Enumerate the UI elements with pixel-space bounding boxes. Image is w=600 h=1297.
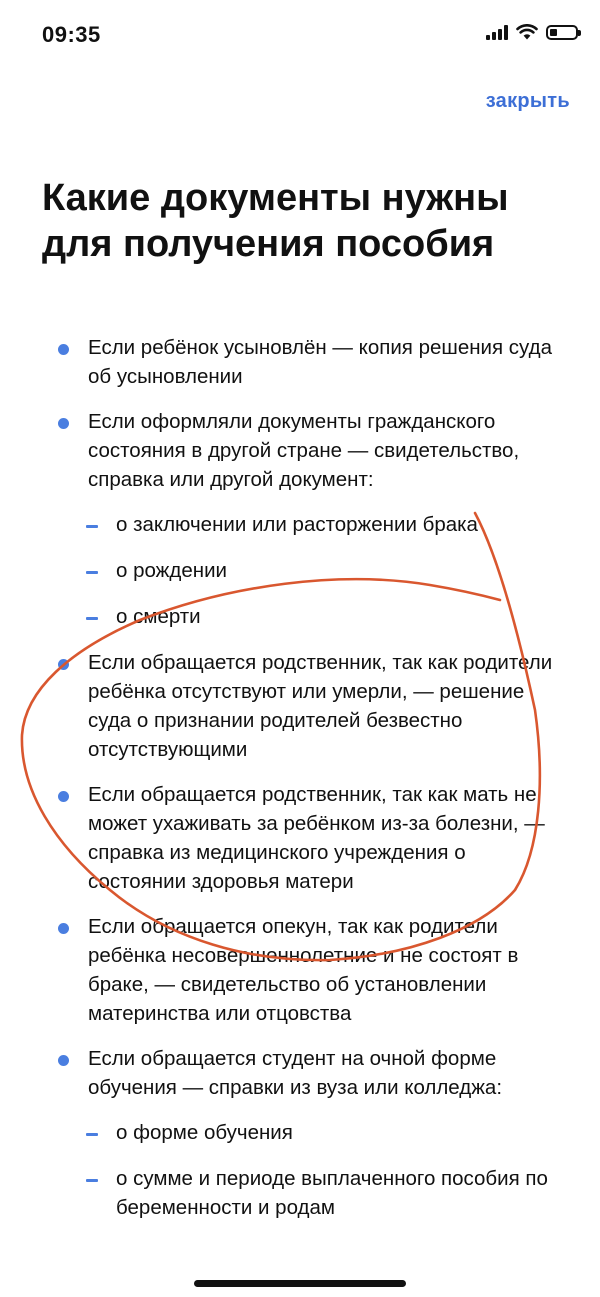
battery-icon: [546, 25, 578, 40]
dash-icon: [86, 1133, 98, 1136]
list-item-text: о рождении: [116, 559, 227, 582]
status-time: 09:35: [42, 22, 101, 47]
list-item-text: о сумме и периоде выплаченного пособия по беременности и родам: [116, 1167, 548, 1219]
list-item: [0, 1044, 600, 1102]
sub-list-item: [0, 556, 600, 585]
dash-icon: [86, 525, 98, 528]
bullet-dot-icon: [58, 659, 69, 670]
page-title: Какие документы нужны для получения пособия: [42, 177, 509, 265]
dash-icon: [86, 617, 98, 620]
list-item-text: о форме обучения: [116, 1121, 293, 1144]
list-item-text: Если оформляли документы гражданского состояния в другой стране — свидетельство, справка или другой документ:: [88, 410, 520, 491]
list-item-text: Если ребёнок усыновлён — копия решения суда об усыновлении: [88, 336, 552, 388]
list-item: [0, 407, 600, 494]
documents-list: [0, 333, 600, 1239]
sub-list-item: [0, 510, 600, 539]
list-item-text: о смерти: [116, 605, 201, 628]
list-item: [0, 780, 600, 896]
list-item-text: Если обращается опекун, так как родители ребёнка несовершеннолетние и не состоят в браке, — свидетельство об установлении материнства или отцовства: [88, 915, 519, 1025]
home-indicator: [194, 1280, 406, 1287]
sub-list-item: [0, 1118, 600, 1147]
status-icons: [486, 24, 578, 40]
list-item: [0, 912, 600, 1028]
status-bar: [0, 0, 600, 70]
bullet-dot-icon: [58, 1055, 69, 1066]
bullet-dot-icon: [58, 418, 69, 429]
cellular-signal-icon: [486, 24, 508, 40]
list-item: [0, 648, 600, 764]
close-link[interactable]: закрыть: [485, 90, 570, 112]
wifi-icon: [516, 24, 538, 40]
list-item-text: Если обращается студент на очной форме обучения — справки из вуза или колледжа:: [88, 1047, 503, 1099]
list-item: [0, 333, 600, 391]
list-item-text: Если обращается родственник, так как родители ребёнка отсутствуют или умерли, — решение суда о признании родителей безвестно отсутствующими: [88, 651, 553, 761]
list-item-text: Если обращается родственник, так как мать не может ухаживать за ребёнком из-за болезни, — справка из медицинского учреждения о состоянии здоровья матери: [88, 783, 545, 893]
list-item-text: о заключении или расторжении брака: [116, 513, 478, 536]
bullet-dot-icon: [58, 791, 69, 802]
bullet-dot-icon: [58, 923, 69, 934]
dash-icon: [86, 571, 98, 574]
sub-list-item: [0, 602, 600, 631]
sub-list-item: [0, 1164, 600, 1222]
bullet-dot-icon: [58, 344, 69, 355]
dash-icon: [86, 1179, 98, 1182]
